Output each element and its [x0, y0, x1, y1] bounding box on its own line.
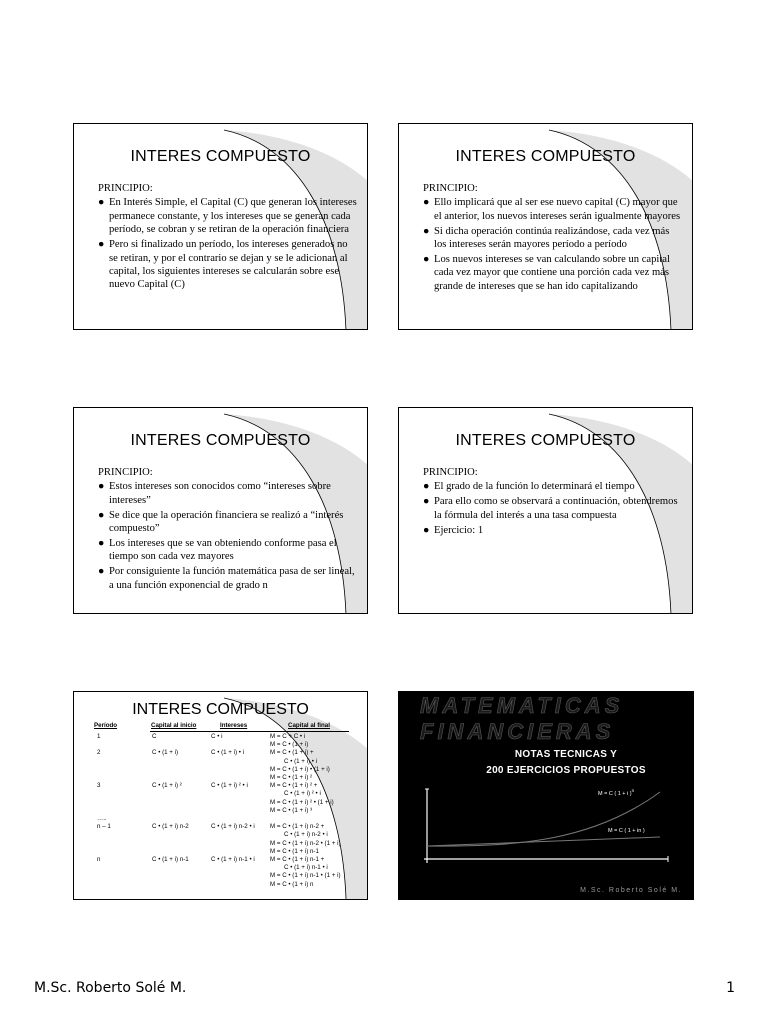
- list-item: ● Ello implicará que al ser ese nuevo capital (C) mayor que el anterior, los nuevos intereses serán igualmente mayores: [423, 197, 681, 222]
- cover-subtitle-1: NOTAS TECNICAS Y: [514, 749, 618, 760]
- bullet-icon: ●: [423, 254, 430, 266]
- slide-2: [398, 123, 693, 330]
- curve-linear: [427, 837, 660, 846]
- table-cell: 2: [97, 749, 101, 757]
- slide-4: [398, 407, 693, 614]
- slide-5-table: [73, 691, 368, 900]
- table-cell: n: [97, 856, 101, 863]
- slide-lead: PRINCIPIO:: [423, 467, 478, 478]
- list-item: ● Si dicha operación continúa realizándose, cada vez más los intereses serán mayores período a período: [423, 225, 670, 251]
- table-cell: C • (1 + i) n-1: [152, 856, 189, 863]
- table-cell: C • i: [211, 733, 223, 740]
- cover-title-line-1: MATEMATICAS: [420, 693, 624, 718]
- slide-body: [423, 182, 684, 295]
- slide-title: INTERES COMPUESTO: [130, 148, 311, 165]
- footer-author: M.Sc. Roberto Solé M.: [34, 980, 187, 996]
- growth-curves-graphic: [398, 691, 694, 900]
- table-cell: M = C • (1 + i) ² +: [270, 782, 318, 790]
- table-header-capital-final: Capital al final: [288, 722, 330, 729]
- page-number: 1: [726, 980, 735, 996]
- table-cell: 1: [97, 733, 101, 740]
- table-header-intereses: Intereses: [220, 722, 248, 729]
- bullet-list: [98, 196, 359, 291]
- bullet-icon: ●: [98, 509, 105, 521]
- list-item: ● Pero si finalizado un período, los intereses generados no se retiran, y por el contrario se dejan y se le adicionan al capital, los siguientes intereses se calcularán sobre ese nuevo Capital (C): [98, 239, 348, 291]
- bullet-icon: ●: [423, 524, 430, 536]
- list-item: ● Ejercicio: 1: [423, 524, 484, 536]
- table-cell: M = C • (1 + i) • (1 + i): [270, 765, 330, 773]
- table-cell: …..: [97, 815, 107, 822]
- table-cell: 3: [97, 782, 101, 790]
- slide-6-cover: [398, 691, 694, 900]
- table-cell: M = C • (1 + i) n-2 • (1 + i): [270, 839, 341, 847]
- table-cell: C • (1 + i) ²: [152, 782, 182, 790]
- slide-body: [423, 466, 684, 539]
- table-cell: M = C • (1 + i) +: [270, 749, 314, 757]
- bullet-list: [98, 480, 359, 592]
- curve-exp-label: M = C ( 1 + i )$^n$: [598, 788, 635, 797]
- table-cell: M = C • (1 + i) n: [270, 880, 314, 888]
- slide-lead: PRINCIPIO:: [98, 467, 153, 478]
- cover-title-line-2: FINANCIERAS: [420, 719, 615, 744]
- slide-title: INTERES COMPUESTO: [455, 432, 636, 449]
- list-item: ● Por consiguiente la función matemática pasa de ser lineal, a una función exponencial de grado n: [98, 566, 355, 591]
- table-cell: M = C • (1 + i) ²: [270, 774, 313, 781]
- table-header-capital-inicio: Capital al inicio: [151, 722, 197, 729]
- table-cell: M = C • (1 + i) n-2 +: [270, 823, 325, 831]
- table-cell: C • (1 + i) ² • i: [284, 790, 321, 798]
- table-cell: M = C • (1 + i) ² • (1 + i): [270, 798, 334, 806]
- bullet-icon: ●: [98, 538, 105, 550]
- bullet-icon: ●: [423, 197, 430, 209]
- bullet-list: [423, 196, 684, 293]
- curve-lin-label: M = C ( 1 + in ): [608, 828, 645, 834]
- table-cell: n – 1: [97, 823, 111, 831]
- list-item: ● Se dice que la operación financiera se realizó a “interés compuesto”: [98, 509, 344, 535]
- list-item: ● El grado de la función lo determinará el tiempo: [423, 481, 635, 493]
- list-item: ● Los intereses que se van obteniendo conforme pasa el tiempo son cada vez mayores: [98, 538, 337, 563]
- table-cell: C • (1 + i) n-1 • i: [211, 856, 255, 863]
- slide-body: [98, 182, 359, 293]
- list-item: ● Los nuevos intereses se van calculando sobre un capital cada vez mayor que contiene una porción cada vez más grande de intereses que se han ido capitalizando: [423, 254, 670, 292]
- table-cell: C • (1 + i) n-2 • i: [284, 831, 328, 839]
- table-cell: M = C • (1 + i) ³: [270, 806, 313, 814]
- table-cell: C • (1 + i): [152, 749, 179, 757]
- list-item: ● Estos intereses son conocidos como “intereses sobre intereses”: [98, 481, 331, 506]
- cover-author: M.Sc. Roberto Solé M.: [580, 887, 682, 894]
- table-cell: C • (1 + i) n-2 • i: [211, 823, 255, 831]
- table-cell: M = C • (1 + i) n-1 +: [270, 856, 325, 863]
- list-item: ● Para ello como se observará a continuación, obtendremos la fórmula del interés a una tasa compuesta: [423, 496, 678, 521]
- table-cell: C • (1 + i) n-1 • i: [284, 864, 328, 872]
- bullet-icon: ●: [423, 481, 430, 493]
- bullet-icon: ●: [423, 496, 430, 508]
- table-header-rule: [150, 731, 349, 732]
- bullet-icon: ●: [98, 481, 105, 493]
- table-header-periodo: Período: [94, 722, 118, 729]
- bullet-icon: ●: [98, 566, 105, 578]
- bullet-list: [423, 480, 684, 537]
- table-cell: C • (1 + i) • i: [284, 757, 318, 765]
- slide-3: [73, 407, 368, 614]
- slide-title: INTERES COMPUESTO: [130, 432, 311, 449]
- slide-lead: PRINCIPIO:: [98, 183, 153, 194]
- table-cell: C • (1 + i) n-2: [152, 823, 189, 831]
- table-cell: C: [152, 733, 157, 740]
- table-cell: M = C + C • i: [270, 733, 306, 740]
- bullet-icon: ●: [423, 225, 430, 237]
- table-cell: C • (1 + i) ² • i: [211, 782, 248, 790]
- cover-subtitle-2: 200 EJERCICIOS PROPUESTOS: [486, 765, 646, 776]
- table-cell: C • (1 + i) • i: [211, 749, 245, 757]
- table-cell: M = C • (1 + i): [270, 741, 309, 749]
- slide-title: INTERES COMPUESTO: [455, 148, 636, 165]
- table-cell: M = C • (1 + i) n-1 • (1 + i): [270, 872, 341, 880]
- bullet-icon: ●: [98, 239, 105, 251]
- slide-lead: PRINCIPIO:: [423, 183, 478, 194]
- slide-1: [73, 123, 368, 330]
- bullet-icon: ●: [98, 197, 105, 209]
- list-item: ● En Interés Simple, el Capital (C) que generan los intereses permanece constante, y los intereses que se generan cada período, se cobran y se retiran de la operación financiera: [98, 197, 357, 236]
- table-cell: M = C • (1 + i) n-1: [270, 847, 319, 855]
- slide-title: INTERES COMPUESTO: [132, 701, 309, 718]
- slide-body: [98, 466, 359, 594]
